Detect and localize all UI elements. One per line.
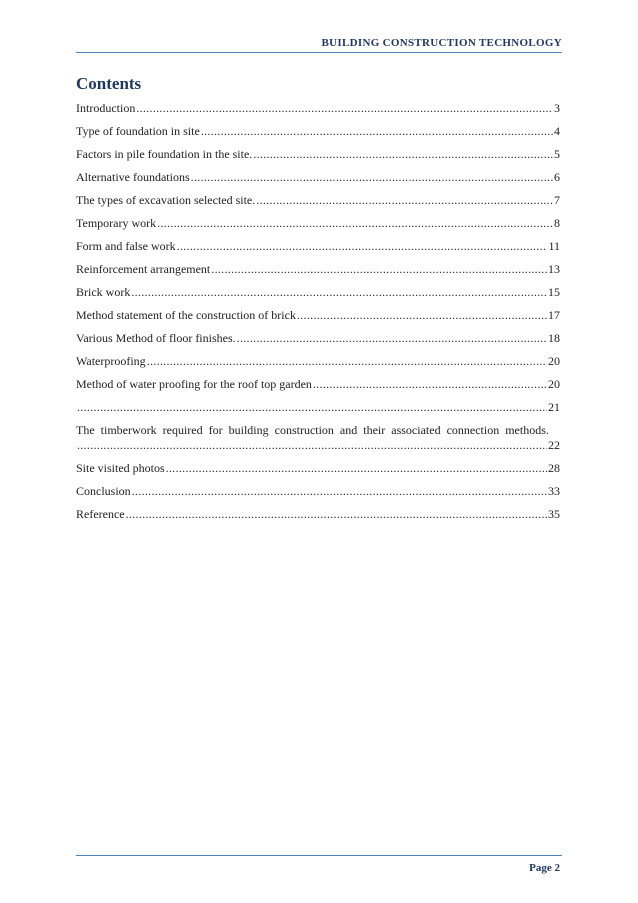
toc-entry-label: Method of water proofing for the roof top garden (76, 377, 312, 391)
toc-entry-introduction[interactable] (76, 101, 560, 116)
toc-entry-brick-work[interactable] (76, 285, 560, 300)
dot-leader (166, 461, 547, 476)
toc-entry-label: Method statement of the construction of brick (76, 308, 296, 322)
toc-entry-unlabeled[interactable] (76, 400, 560, 415)
toc-entry-label: The timberwork required for building construction and their associated connection methods. (76, 423, 549, 437)
dot-leader (237, 331, 547, 346)
running-header: BUILDING CONSTRUCTION TECHNOLOGY (321, 37, 562, 49)
toc-entry-page: 21 (548, 400, 560, 414)
toc-entry-label: Reinforcement arrangement (76, 262, 211, 276)
toc-entry-page: 4 (554, 124, 560, 138)
dot-leader (297, 308, 547, 323)
toc-entry-formwork[interactable] (76, 239, 560, 254)
toc-entry-reinforcement[interactable] (76, 262, 560, 277)
toc-entry-label: Various Method of floor finishes. (76, 331, 236, 345)
toc-entry-site-photos[interactable] (76, 461, 560, 476)
dot-leader (157, 216, 553, 231)
toc-entry-label: Factors in pile foundation in the site. (76, 147, 253, 161)
page-number: Page 2 (529, 862, 560, 874)
toc-entry-conclusion[interactable] (76, 484, 560, 499)
toc-entry-page: 8 (554, 216, 560, 230)
toc-entry-reference[interactable] (76, 507, 560, 522)
toc-entry-timberwork[interactable] (76, 423, 560, 453)
toc-entry-pile-factors[interactable] (76, 147, 560, 162)
dot-leader (131, 285, 547, 300)
toc-entry-waterproofing[interactable] (76, 354, 560, 369)
toc-entry-label: Temporary work (76, 216, 157, 230)
dot-leader (253, 147, 553, 162)
toc-entry-label: Brick work (76, 285, 131, 299)
toc-entry-floor-finishes[interactable] (76, 331, 560, 346)
toc-entry-label: Reference (76, 507, 125, 521)
toc-entry-page: 11 (548, 239, 560, 253)
toc-entry-label: Waterproofing (76, 354, 146, 368)
toc-entry-page: 20 (548, 354, 560, 368)
dot-leader (191, 170, 553, 185)
toc-entry-page: 5 (554, 147, 560, 161)
dot-leader (126, 507, 547, 522)
toc-entry-roof-garden[interactable] (76, 377, 560, 392)
toc-entry-page: 18 (548, 331, 560, 345)
toc-entry-label: Alternative foundations (76, 170, 190, 184)
toc-entry-foundation-type[interactable] (76, 124, 560, 139)
toc-entry-excavation-types[interactable] (76, 193, 560, 208)
toc-entry-brick-method[interactable] (76, 308, 560, 323)
toc-entry-alternative-foundations[interactable] (76, 170, 560, 185)
toc-entry-label: Introduction (76, 101, 136, 115)
toc-entry-page: 13 (548, 262, 560, 276)
dot-leader (132, 484, 547, 499)
toc-entry-label: The types of excavation selected site. (76, 193, 256, 207)
dot-leader (77, 400, 547, 415)
dot-leader (211, 262, 547, 277)
toc-entry-page: 20 (548, 377, 560, 391)
dot-leader (147, 354, 547, 369)
toc-entry-page: 6 (554, 170, 560, 184)
toc-entry-page: 3 (554, 101, 560, 115)
toc-entry-page: 15 (548, 285, 560, 299)
toc-entry-page: 17 (548, 308, 560, 322)
toc-entry-label: Conclusion (76, 484, 131, 498)
toc-entry-label: Type of foundation in site (76, 124, 200, 138)
toc-entry-page: 35 (548, 507, 560, 521)
toc-entry-page: 33 (548, 484, 560, 498)
dot-leader (313, 377, 547, 392)
header-divider (76, 52, 562, 53)
table-of-contents (76, 101, 560, 530)
toc-entry-page: 7 (554, 193, 560, 207)
dot-leader (201, 124, 553, 139)
contents-heading: Contents (76, 74, 142, 93)
dot-leader (177, 239, 548, 254)
dot-leader (256, 193, 553, 208)
toc-entry-page: 22 (548, 438, 560, 452)
footer-divider (76, 855, 562, 856)
toc-entry-label: Form and false work (76, 239, 176, 253)
toc-entry-label: Site visited photos (76, 461, 165, 475)
dot-leader (77, 438, 547, 453)
toc-entry-page: 28 (548, 461, 560, 475)
toc-entry-temporary-work[interactable] (76, 216, 560, 231)
dot-leader (136, 101, 553, 116)
